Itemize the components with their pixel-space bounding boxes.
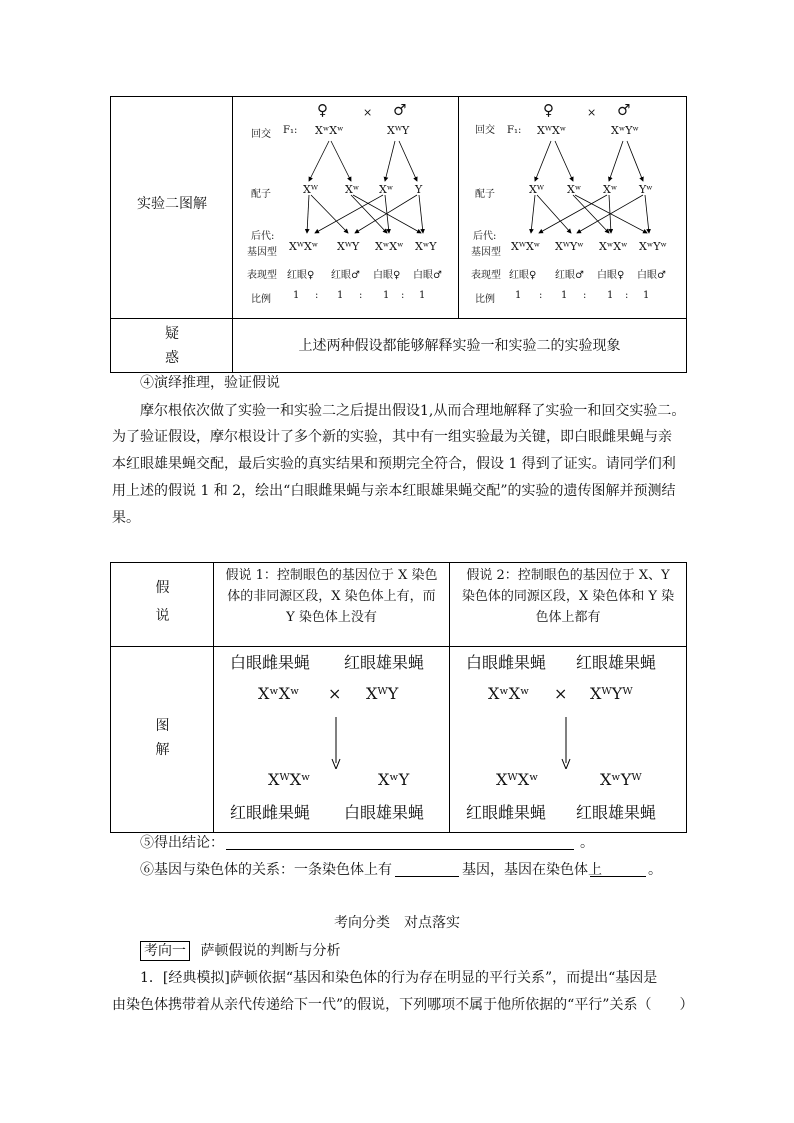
step6-part2: 基因，基因在染色体上: [462, 862, 602, 878]
phenotype: 红眼♂: [555, 270, 584, 281]
hyp-label: 说: [155, 608, 170, 624]
offspring-genotype: XʷYᵂ: [600, 770, 642, 789]
gamete-label: 配子: [475, 189, 495, 200]
paragraph-line: 摩尔根依次做了实验一和实验二之后提出假设1,从而合理地解释了实验一和回交实验二。: [140, 403, 686, 419]
step5-blank[interactable]: [226, 849, 574, 850]
paragraph-line: 用上述的假说 1 和 2，绘出“白眼雌果蝇与亲本红眼雄果蝇交配”的实验的遗传图解并预测结: [112, 483, 676, 499]
diagram-label: 解: [155, 742, 170, 758]
parent-female-genotype: XʷXʷ: [315, 124, 344, 137]
ratio-label: 比例: [475, 294, 495, 305]
step5-end: 。: [580, 835, 594, 851]
hypothesis-1-line: Y 染色体上没有: [286, 610, 377, 625]
gamete: Xʷ: [379, 183, 394, 196]
hypothesis-2-cell: [450, 563, 686, 647]
offspring-genotype: XᵂXʷ: [496, 770, 539, 789]
ratio-label: 比例: [251, 294, 271, 305]
female-symbol: ♀: [317, 101, 328, 119]
offspring-genotype: XᵂXʷ: [268, 770, 311, 789]
parent-male-genotype: XʷYʷ: [611, 124, 639, 137]
offspring-genotype: XʷY: [378, 770, 410, 789]
offspring-genotype: XᵂYʷ: [555, 240, 584, 253]
doubt-label-cell: [111, 319, 233, 372]
step4-title: ④演绎推理，验证假说: [140, 375, 280, 391]
offspring-genotype: XᵂY: [337, 240, 360, 253]
phenotype: 红眼♀: [287, 270, 315, 281]
diagram-label-cell: [111, 647, 214, 832]
step6-part1: ⑥基因与染色体的关系：一条染色体上有: [140, 862, 392, 878]
kaoxiang-tag: 考向一: [140, 941, 190, 961]
down-arrow: [556, 717, 576, 769]
offspring-label: 后代:: [473, 231, 497, 242]
experiment-two-table: [110, 96, 687, 373]
cross-diagram-1: [233, 97, 459, 319]
ratio-sep: :: [359, 290, 363, 301]
ratio-sep: :: [315, 290, 319, 301]
gamete: Yʷ: [639, 183, 653, 196]
paragraph-line: 果。: [112, 510, 140, 526]
ratio-value: 1: [419, 290, 426, 301]
hypothesis-2-line: 假说 2：控制眼色的基因位于 X、Y: [466, 568, 670, 583]
parent-male-name: 红眼雄果蝇: [344, 653, 425, 672]
parent-female-genotype: XʷXʷ: [258, 684, 300, 703]
gamete: Xᵂ: [303, 183, 318, 196]
kaoxiang-title: 萨顿假说的判断与分析: [200, 943, 341, 959]
ratio-value: 1: [643, 290, 650, 301]
parent-female-name: 白眼雌果蝇: [230, 653, 311, 672]
diagram-label: 图: [155, 718, 170, 734]
question1-line: 由染色体携带着从亲代传递给下一代”的假说，下列哪项不属于他所依据的“平行”关系（ ）: [112, 997, 694, 1013]
phenotype: 白眼♂: [637, 270, 666, 281]
down-arrow: [326, 717, 346, 769]
parent-male-name: 红眼雄果蝇: [576, 653, 657, 672]
step6-blank-2[interactable]: [590, 876, 646, 877]
doubt-label: 疑: [165, 326, 179, 342]
gamete-label: 配子: [251, 189, 271, 200]
step6-end: 。: [648, 862, 662, 878]
parent-male-genotype: XᵂY: [387, 124, 410, 137]
phenotype-label: 表现型: [247, 270, 277, 281]
hypothesis-1-line: 假说 1：控制眼色的基因位于 X 染色: [225, 568, 438, 583]
gamete: Xʷ: [567, 183, 582, 196]
offspring-genotype: XʷXʷ: [375, 240, 404, 253]
gamete: Xᵂ: [529, 183, 544, 196]
ratio-sep: :: [401, 290, 405, 301]
cross-symbol: ×: [328, 684, 342, 703]
question1-line: 1．[经典模拟]萨顿依据“基因和染色体的行为存在明显的平行关系”，而提出“基因是: [140, 970, 658, 986]
offspring-genotype: XʷY: [415, 240, 437, 253]
offspring-genotype: XʷXʷ: [599, 240, 628, 253]
phenotype: 红眼♀: [509, 270, 537, 281]
cross-diagram-2: [459, 97, 686, 319]
ratio-value: 1: [515, 290, 522, 301]
ratio-value: 1: [561, 290, 568, 301]
diagram-1-cell: [214, 647, 450, 832]
doubt-label: 惑: [165, 350, 179, 366]
ratio-value: 1: [607, 290, 614, 301]
ratio-sep: :: [583, 290, 587, 301]
offspring-genotype: XᵂXʷ: [511, 240, 541, 253]
hyp-label: 假: [155, 580, 170, 596]
ratio-value: 1: [293, 290, 300, 301]
cross-symbol: ×: [587, 106, 597, 119]
phenotype: 白眼♀: [597, 270, 625, 281]
diagram-2-cell: [450, 647, 686, 832]
backcross-label: 回交: [475, 125, 495, 136]
parent-male-genotype: XᵂYᵂ: [590, 684, 633, 703]
offspring-genotype: XʷYʷ: [639, 240, 667, 253]
ratio-value: 1: [383, 290, 390, 301]
hypothesis-1-cell: [214, 563, 450, 647]
row-label: 实验二图解: [137, 196, 207, 212]
backcross-label: 回交: [251, 129, 271, 140]
doubt-text: 上述两种假设都能够解释实验一和实验二的实验现象: [298, 338, 621, 354]
row-label-cell: [111, 97, 233, 319]
parent-female-genotype: XʷXʷ: [488, 684, 530, 703]
f1-label: F₁:: [283, 125, 298, 136]
step5-label: ⑤得出结论：: [140, 835, 224, 851]
doubt-text-cell: [233, 319, 686, 372]
hyp-label-cell: [111, 563, 214, 647]
female-symbol: ♀: [543, 101, 554, 119]
cross-symbol: ×: [554, 684, 568, 703]
hypothesis-2-line: 色体上都有: [535, 610, 601, 625]
phenotype: 红眼♂: [331, 270, 360, 281]
cross-symbol: ×: [363, 106, 373, 119]
phenotype: 白眼♂: [413, 270, 442, 281]
step6-blank-1[interactable]: [395, 876, 459, 877]
gamete: Xʷ: [603, 183, 618, 196]
genotype-label: 基因型: [471, 247, 501, 258]
offspring-genotype: XᵂXʷ: [289, 240, 319, 253]
hypothesis-table: [110, 562, 687, 833]
parent-female-name: 白眼雌果蝇: [466, 653, 547, 672]
gamete: Xʷ: [345, 183, 360, 196]
ratio-value: 1: [337, 290, 344, 301]
offspring-name: 红眼雄果蝇: [576, 803, 657, 822]
hypothesis-1-line: 体的非同源区段，X 染色体上有，而: [227, 589, 436, 604]
kaoxiang-heading: [140, 940, 340, 962]
ratio-sep: :: [539, 290, 543, 301]
offspring-name: 红眼雌果蝇: [230, 803, 311, 822]
parent-male-genotype: XᵂY: [366, 684, 399, 703]
f1-label: F₁:: [507, 125, 522, 136]
offspring-name: 白眼雄果蝇: [344, 803, 425, 822]
male-symbol: ♂: [617, 101, 631, 119]
offspring-name: 红眼雌果蝇: [466, 803, 547, 822]
section-title: 考向分类 对点落实: [334, 915, 460, 931]
offspring-label: 后代:: [251, 231, 275, 242]
phenotype: 白眼♀: [373, 270, 401, 281]
ratio-sep: :: [625, 290, 629, 301]
hypothesis-2-line: 染色体的同源区段，X 染色体和 Y 染: [461, 589, 675, 604]
paragraph-line: 为了验证假设，摩尔根设计了多个新的实验，其中有一组实验最为关键，即白眼雌果蝇与亲: [112, 429, 672, 445]
parent-female-genotype: XᵂXʷ: [537, 124, 567, 137]
paragraph-line: 本红眼雄果蝇交配，最后实验的真实结果和预期完全符合，假设 1 得到了证实。请同学们利: [112, 456, 676, 472]
gamete: Y: [415, 183, 423, 196]
male-symbol: ♂: [393, 101, 407, 119]
phenotype-label: 表现型: [471, 270, 501, 281]
genotype-label: 基因型: [247, 247, 277, 258]
